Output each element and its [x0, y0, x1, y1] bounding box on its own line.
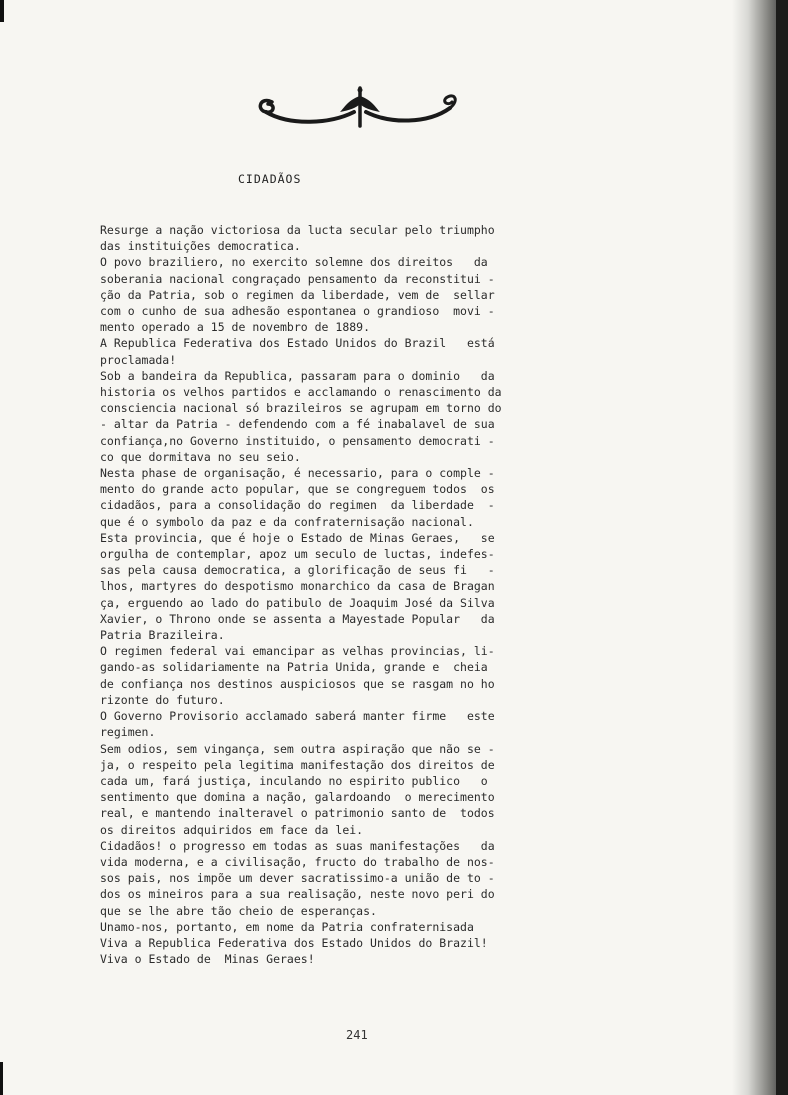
- text-line: O povo braziliero, no exercito solemne dos direitos da: [100, 255, 488, 270]
- text-line: dos os mineiros para a sua realisação, neste novo peri do: [100, 887, 495, 902]
- text-line: Unamo-nos, portanto, em nome da Patria confraternisada: [100, 919, 474, 934]
- text-line: orgulha de contemplar, apoz um seculo de luctas, indefes-: [100, 547, 495, 562]
- text-line: regimen.: [100, 725, 156, 740]
- text-line: co que dormitava no seu seio.: [100, 449, 301, 464]
- text-line: Cidadãos! o progresso em todas as suas manifestações da: [100, 838, 495, 853]
- text-line: sas pela causa democratica, a glorificação de seus fi -: [100, 563, 495, 578]
- page-binding-edge: [776, 0, 788, 1095]
- text-line: O Governo Provisorio acclamado saberá manter firme este: [100, 709, 495, 724]
- text-line: Esta provincia, que é hoje o Estado de Minas Geraes, se: [100, 530, 495, 545]
- text-line: confiança,no Governo instituido, o pensamento democrati -: [100, 433, 495, 448]
- text-line: sentimento que domina a nação, galardoando o merecimento: [100, 790, 495, 805]
- text-line: mento operado a 15 de novembro de 1889.: [100, 320, 371, 335]
- text-line: Sem odios, sem vingança, sem outra aspiração que não se -: [100, 741, 495, 756]
- text-line: O regimen federal vai emancipar as velhas provincias, li-: [100, 644, 495, 659]
- text-line: Nesta phase de organisação, é necessario, para o comple -: [100, 466, 495, 481]
- text-line: historia os velhos partidos e acclamando o renascimento da: [100, 385, 502, 400]
- text-line: de confiança nos destinos auspiciosos que se rasgam no ho: [100, 676, 495, 691]
- text-line: consciencia nacional só brazileiros se agrupam em torno do: [100, 401, 502, 416]
- text-line: real, e mantendo inalteravel o patrimonio santo de todos: [100, 806, 495, 821]
- text-line: ja, o respeito pela legitima manifestação dos direitos de: [100, 757, 495, 772]
- text-line: cada um, fará justiça, inculando no espirito publico o: [100, 773, 488, 788]
- page-number: 241: [346, 1028, 368, 1042]
- text-line: rizonte do futuro.: [100, 692, 225, 707]
- scan-edge-mark-bottom: [0, 1062, 3, 1095]
- text-line: - altar da Patria - defendendo com a fé inabalavel de sua: [100, 417, 495, 432]
- text-line: proclamada!: [100, 352, 177, 367]
- text-line: ção da Patria, sob o regimen da liberdade, vem de sellar: [100, 287, 495, 302]
- text-line: cidadãos, para a consolidação do regimen da liberdade -: [100, 498, 495, 513]
- text-line: Patria Brazileira.: [100, 628, 225, 643]
- text-line: Sob a bandeira da Republica, passaram para o dominio da: [100, 368, 495, 383]
- text-line: sos pais, nos impõe um dever sacratissimo-a união de to -: [100, 871, 495, 886]
- text-line: que é o symbolo da paz e da confraternisação nacional.: [100, 514, 474, 529]
- scan-edge-mark-top: [0, 0, 4, 22]
- text-line: A Republica Federativa dos Estado Unidos do Brazil está: [100, 336, 495, 351]
- text-line: com o cunho de sua adhesão espontanea o grandioso movi -: [100, 304, 495, 319]
- text-line: mento do grande acto popular, que se congreguem todos os: [100, 482, 495, 497]
- text-line: os direitos adquiridos em face da lei.: [100, 822, 364, 837]
- text-line: soberania nacional congraçado pensamento da reconstitui -: [100, 271, 495, 286]
- text-line: que se lhe abre tão cheio de esperanças.: [100, 903, 377, 918]
- text-line: Viva o Estado de Minas Geraes!: [100, 952, 315, 967]
- text-line: Resurge a nação victoriosa da lucta secular pelo triumpho: [100, 223, 495, 237]
- text-line: vida moderna, e a civilisação, fructo do trabalho de nos-: [100, 854, 495, 869]
- text-line: Viva a Republica Federativa dos Estado Unidos do Brazil!: [100, 935, 488, 950]
- ornament-flourish-icon: [250, 82, 470, 142]
- text-line: lhos, martyres do despotismo monarchico da casa de Bragan: [100, 579, 495, 594]
- text-line: Xavier, o Throno onde se assenta a Mayestade Popular da: [100, 611, 495, 626]
- text-line: ça, erguendo ao lado do patibulo de Joaquim José da Silva: [100, 595, 495, 610]
- text-line: das instituições democratica.: [100, 239, 301, 254]
- section-heading: CIDADÃOS: [238, 172, 302, 186]
- text-line: gando-as solidariamente na Patria Unida, grande e cheia: [100, 660, 488, 675]
- document-body: [100, 222, 610, 967]
